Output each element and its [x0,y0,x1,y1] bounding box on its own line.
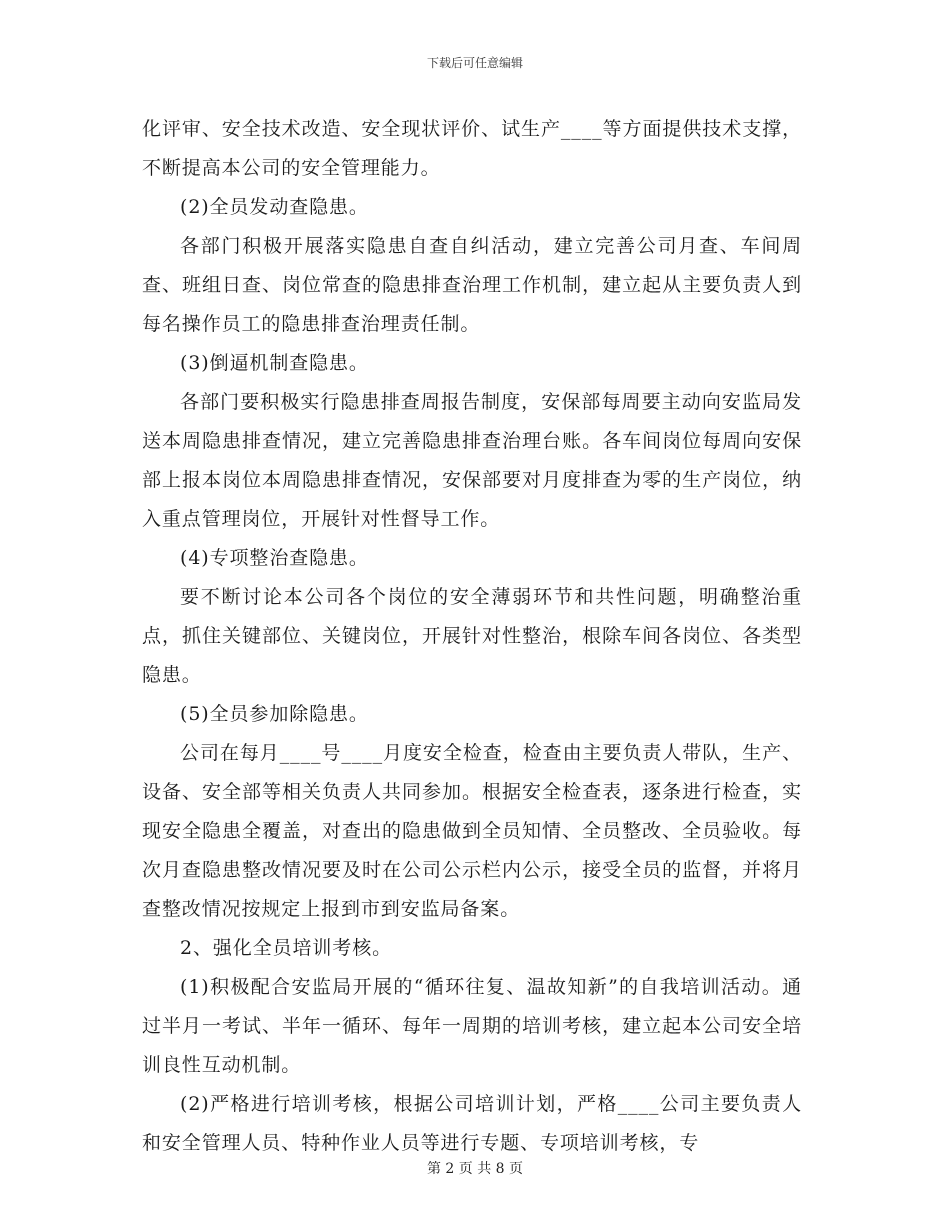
section-heading-2: 2、强化全员培训考核。 [180,937,392,959]
paragraph: (2)严格进行培训考核，根据公司培训计划，严格____公司主要负责人和安全管理人员、特种作业人员等进行专题、专项培训考核，专 [142,1093,802,1154]
paragraph: 各部门要积极实行隐患排查周报告制度，安保部每周要主动向安监局发送本周隐患排查情况，建立完善隐患排查治理台账。各车间岗位每周向安保部上报本岗位本周隐患排查情况，安保部要对月度排查为零的生产岗位，纳入重点管理岗位，开展针对性督导工作。 [142,391,802,530]
paragraph: (1)积极配合安监局开展的“循环往复、温故知新”的自我培训活动。通过半月一考试、半年一循环、每年一周期的培训考核，建立起本公司安全培训良性互动机制。 [142,976,802,1076]
paragraph-continuation: 化评审、安全技术改造、安全现状评价、试生产____等方面提供技术支撑，不断提高本公司的安全管理能力。 [142,118,802,179]
paragraph: 要不断讨论本公司各个岗位的安全薄弱环节和共性问题，明确整治重点，抓住关键部位、关键岗位，开展针对性整治，根除车间各岗位、各类型隐患。 [142,586,802,686]
page-footer: 第 2 页 共 8 页 [426,1161,524,1177]
page-header: 下载后可任意编辑 [426,56,523,70]
subheading-5: (5)全员参加除隐患。 [180,703,369,725]
document-body [142,110,802,1163]
subheading-4: (4)专项整治查隐患。 [180,547,369,569]
paragraph: 各部门积极开展落实隐患自查自纠活动，建立完善公司月查、车间周查、班组日查、岗位常查的隐患排查治理工作机制，建立起从主要负责人到每名操作员工的隐患排查治理责任制。 [142,235,802,335]
subheading-3: (3)倒逼机制查隐患。 [180,352,369,374]
subheading-2: (2)全员发动查隐患。 [180,196,369,218]
paragraph: 公司在每月____号____月度安全检查，检查由主要负责人带队，生产、设备、安全部等相关负责人共同参加。根据安全检查表，逐条进行检查，实现安全隐患全覆盖，对查出的隐患做到全员知情、全员整改、全员验收。每次月查隐患整改情况要及时在公司公示栏内公示，接受全员的监督，并将月查整改情况按规定上报到市到安监局备案。 [142,742,802,920]
